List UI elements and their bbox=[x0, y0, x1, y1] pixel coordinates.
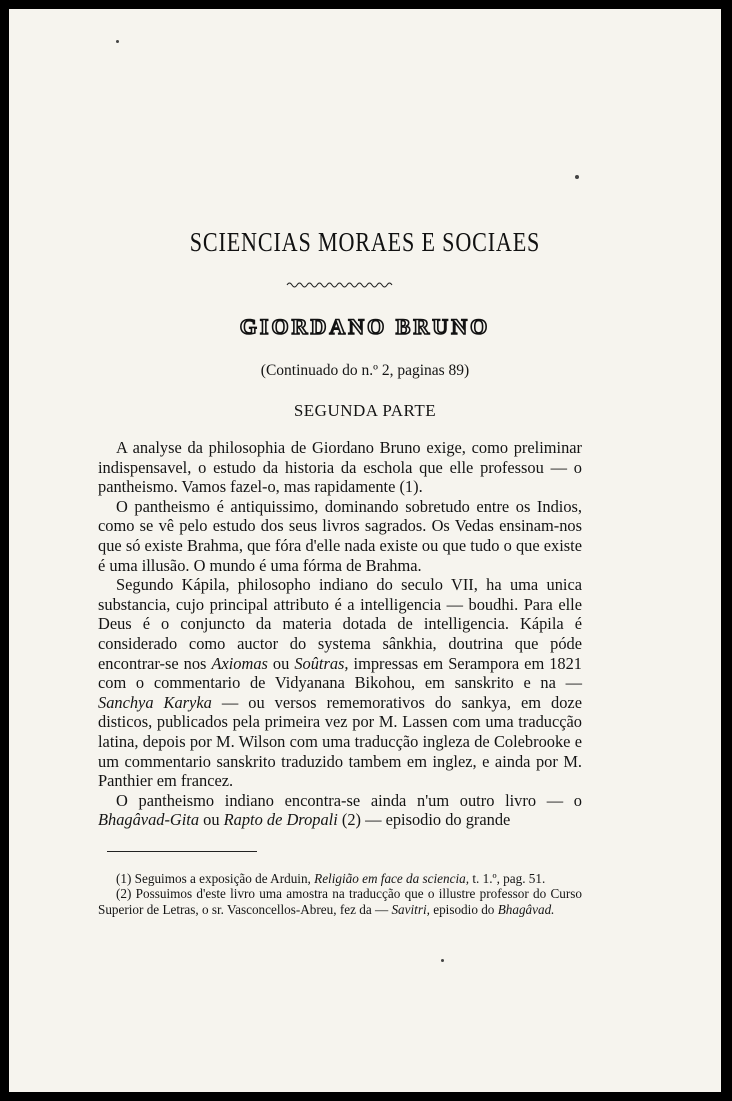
ink-speck bbox=[441, 959, 444, 962]
section-title: SCIENCIAS MORAES E SOCIAES bbox=[189, 227, 541, 257]
text-run: O pantheismo é antiquissimo, dominando sobretudo entre os Indios, como se vê pelo estudo dos seus livros sagrados. Os Vedas ensinam-nos que só existe Brahma, que fóra d'elle nada existe ou que tudo o que existe é uma illusão. O mundo é uma fórma de Brahma. bbox=[98, 496, 582, 575]
body-paragraph bbox=[98, 791, 582, 830]
italic-text: Bhagâvad. bbox=[497, 901, 555, 917]
italic-text: Bhagâvad-Gita bbox=[98, 810, 200, 830]
body-paragraph bbox=[98, 575, 582, 791]
italic-text: Sanchya Karyka bbox=[98, 692, 212, 712]
text-run: — ou versos rememorativos do sankya, em doze disticos, publicados pela primeira vez por M. Lassen com uma traducção latina, depois por M. Wilson com uma traducção ingleza de Colebrooke e um commentario sanskrito traduzido tambem em inglez, e ainda por M. Panthier em francez. bbox=[98, 692, 582, 791]
ink-speck bbox=[575, 175, 579, 179]
text-run: ou bbox=[267, 653, 295, 673]
ink-speck bbox=[116, 40, 119, 43]
italic-text: Soûtras, bbox=[294, 653, 349, 673]
body-text bbox=[98, 438, 582, 830]
article-title-text: GIORDANO BRUNO bbox=[239, 314, 491, 339]
italic-text: Savitri, bbox=[391, 901, 430, 917]
body-paragraph bbox=[98, 497, 582, 575]
wavy-divider bbox=[285, 280, 395, 290]
text-run: (1) Seguimos a exposição de Arduin, bbox=[116, 871, 315, 886]
text-run: episodio do bbox=[429, 901, 498, 917]
text-run: impressas em Serampora em 1821 com o commentario de Vidyanana Bikohou, em sanskrito e na — bbox=[98, 653, 582, 693]
footnotes bbox=[98, 871, 582, 917]
text-run: (2) Possuimos d'este livro uma amostra na traducção que o illustre professor do Curso Superior de Letras, o sr. Vasconcellos-Abreu, fez da — bbox=[98, 886, 582, 917]
text-run: O pantheismo indiano encontra-se ainda n'um outro livro — o bbox=[116, 790, 582, 810]
footnote bbox=[98, 871, 582, 886]
text-run: t. 1.º, pag. 51. bbox=[469, 871, 546, 886]
text-run: ou bbox=[199, 810, 224, 830]
text-run: A analyse da philosophia de Giordano Bruno exige, como preliminar indispensavel, o estudo da historia da eschola que elle professou — o pantheismo. Vamos fazel-o, mas rapidamente (1). bbox=[98, 438, 582, 497]
italic-text: Axiomas bbox=[211, 653, 268, 673]
footnote-rule bbox=[107, 851, 257, 852]
footnote bbox=[98, 886, 582, 917]
document-page bbox=[9, 9, 721, 1092]
italic-text: Rapto de Dropali bbox=[223, 810, 338, 830]
body-paragraph bbox=[98, 438, 582, 497]
part-heading: SEGUNDA PARTE bbox=[293, 401, 437, 420]
article-title bbox=[9, 314, 721, 340]
text-run: Segundo Kápila, philosopho indiano do seculo VII, ha uma unica substancia, cujo principal attributo é a intelligencia — boudhi. Para elle Deus é o conjuncto da materia dotada de intelligencia. Kápila é considerado como auctor do systema sânkhia, doutrina que póde encontrar-se nos bbox=[98, 575, 582, 673]
text-run: (2) — episodio do grande bbox=[337, 810, 511, 830]
italic-text: Religião em face da sciencia, bbox=[314, 871, 470, 886]
continuation-note: (Continuado do n.º 2, paginas 89) bbox=[260, 362, 470, 379]
